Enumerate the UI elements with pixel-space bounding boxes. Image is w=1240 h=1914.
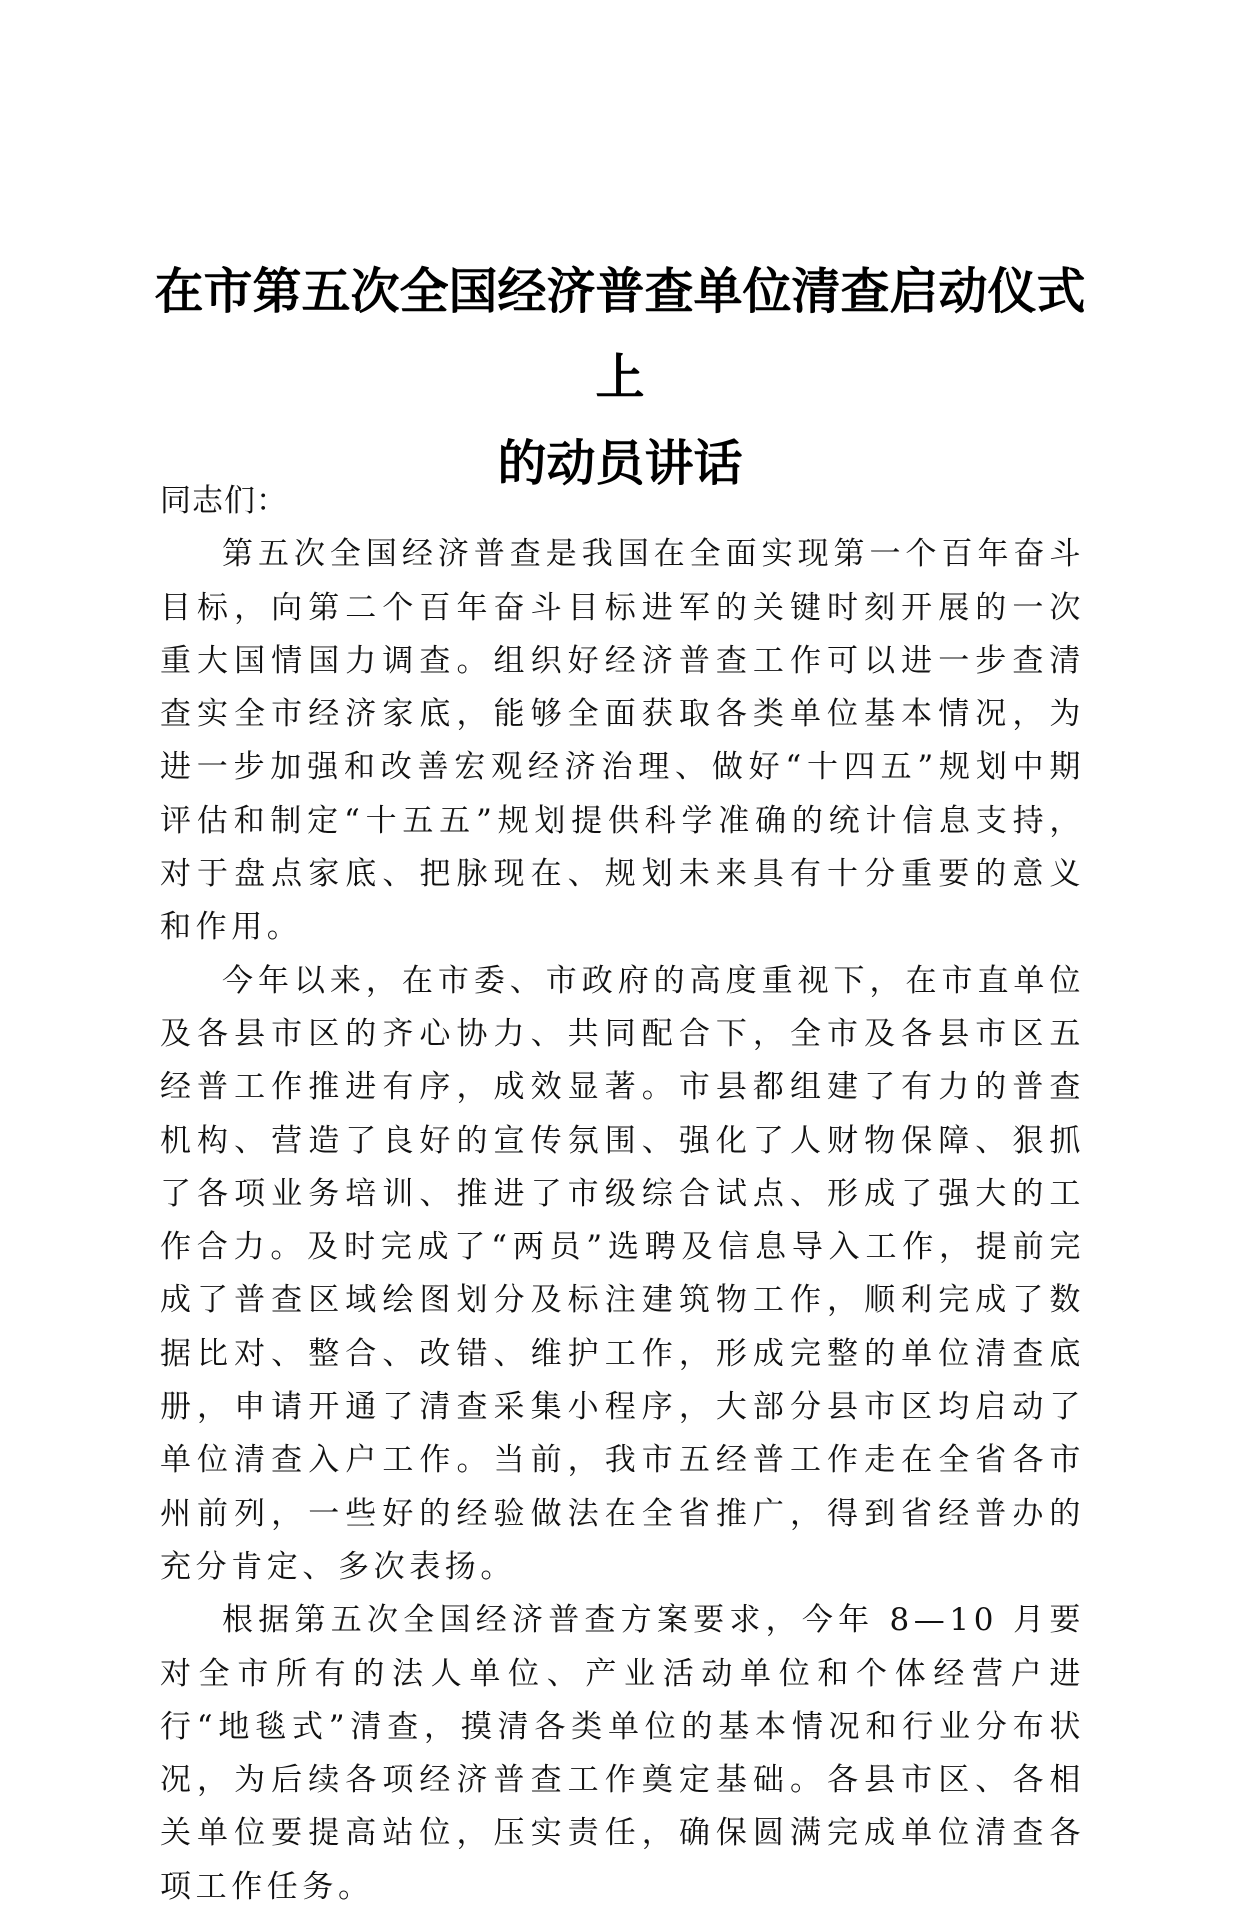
document-title <box>150 248 1090 506</box>
title-line-1: 在市第五次全国经济普查单位清查启动仪式上 <box>154 262 1086 406</box>
paragraph-1: 第五次全国经济普查是我国在全面实现第一个百年奋斗目标，向第二个百年奋斗目标进军的关键时刻开展的一次重大国情国力调查。组织好经济普查工作可以进一步查清查实全市经济家底，能够全面获取各类单位基本情况，为进一步加强和改善宏观经济治理、做好“十四五”规划中期评估和制定“十五五”规划提供科学准确的统计信息支持，对于盘点家底、把脉现在、规划未来具有十分重要的意义和作用。 <box>160 536 1085 946</box>
paragraph-2: 今年以来，在市委、市政府的高度重视下，在市直单位及各县市区的齐心协力、共同配合下，全市及各县市区五经普工作推进有序，成效显著。市县都组建了有力的普查机构、营造了良好的宣传氛围、强化了人财物保障、狠抓了各项业务培训、推进了市级综合试点、形成了强大的工作合力。及时完成了“两员”选聘及信息导入工作，提前完成了普查区域绘图划分及标注建筑物工作，顺利完成了数据比对、整合、改错、维护工作，形成完整的单位清查底册，申请开通了清查采集小程序，大部分县市区均启动了单位清查入户工作。当前，我市五经普工作走在全省各市州前列，一些好的经验做法在全省推广，得到省经普办的充分肯定、多次表扬。 <box>160 962 1085 1585</box>
document-body <box>160 475 1085 1914</box>
salutation: 同志们： <box>160 483 288 519</box>
title-line-2: 的动员讲话 <box>497 434 743 492</box>
paragraph-3: 根据第五次全国经济普查方案要求，今年 8—10 月要对全市所有的法人单位、产业活动单位和个体经营户进行“地毯式”清查，摸清各类单位的基本情况和行业分布状况，为后续各项经济普查工作奠定基础。各县市区、各相关单位要提高站位，压实责任，确保圆满完成单位清查各项工作任务。 <box>160 1602 1085 1905</box>
